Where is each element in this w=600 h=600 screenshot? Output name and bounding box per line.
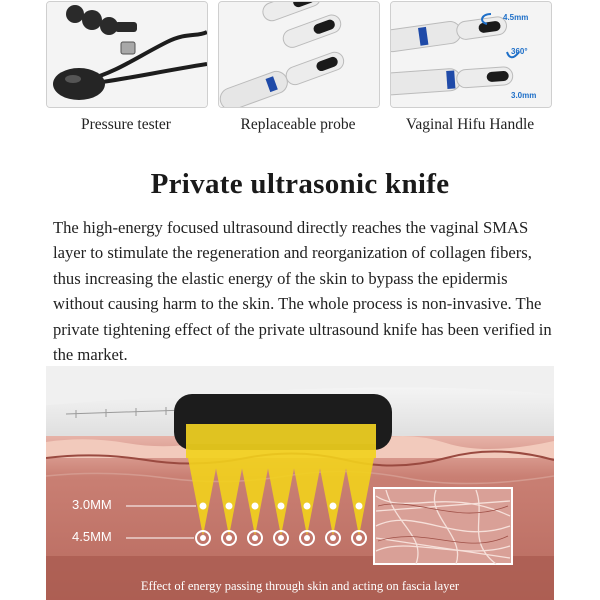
- rotation-tag: 360°: [511, 47, 528, 56]
- product-row: [0, 0, 600, 110]
- depth-tag-bottom: 3.0mm: [511, 91, 537, 100]
- handle-icon: [391, 2, 551, 107]
- depth-tag-top: 4.5mm: [503, 13, 529, 22]
- ultrasound-diagram: [46, 366, 554, 600]
- collagen-inset: [374, 488, 512, 564]
- diagram-caption: Effect of energy passing through skin and acting on fascia layer: [140, 579, 460, 593]
- hifu-handle-image: [390, 1, 552, 108]
- depth-label-3mm: 3.0MM: [72, 497, 112, 512]
- skin-layer-illustration: [46, 366, 554, 600]
- replaceable-probe-image: [218, 1, 380, 108]
- caption-pressure-tester: Pressure tester: [81, 116, 171, 133]
- page-title: Private ultrasonic knife: [150, 168, 450, 200]
- pressure-tester-image: [46, 1, 208, 108]
- probe-cartridge-icon: [219, 2, 379, 107]
- caption-replaceable-probe: Replaceable probe: [240, 116, 356, 133]
- pressure-bulb-icon: [47, 2, 207, 107]
- depth-label-4-5mm: 4.5MM: [72, 529, 112, 544]
- description-text: The high-energy focused ultrasound directly reaches the vaginal SMAS layer to stimulate the regeneration and reorganization of collagen fibers, thus increasing the elastic energy of the skin to bypass the epidermis without causing harm to the skin. The whole process is non-invasive. The private tightening effect of the private ultrasound knife has been verified in the market.: [53, 218, 552, 365]
- caption-hifu-handle: Vaginal Hifu Handle: [405, 116, 535, 133]
